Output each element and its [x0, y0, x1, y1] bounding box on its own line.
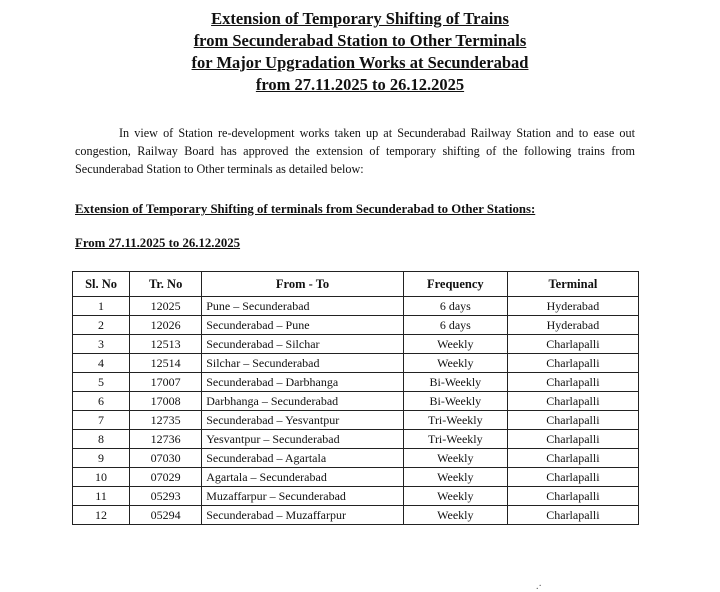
cell-frequency: Weekly — [403, 487, 507, 506]
cell-frequency: Weekly — [403, 506, 507, 525]
table-row — [73, 354, 639, 373]
table-row — [73, 468, 639, 487]
cell-from-to: Muzaffarpur – Secunderabad — [202, 487, 404, 506]
cell-sl-no: 10 — [73, 468, 130, 487]
header-train-no: Tr. No — [130, 272, 202, 297]
cell-terminal: Hyderabad — [507, 316, 638, 335]
cell-frequency: Weekly — [403, 354, 507, 373]
table-row — [73, 335, 639, 354]
cell-train-no: 05294 — [130, 506, 202, 525]
cell-sl-no: 11 — [73, 487, 130, 506]
cell-train-no: 17008 — [130, 392, 202, 411]
table-header-row — [73, 272, 639, 297]
scan-mark: .· — [536, 581, 542, 592]
cell-sl-no: 8 — [73, 430, 130, 449]
table-row — [73, 316, 639, 335]
cell-from-to: Pune – Secunderabad — [202, 297, 404, 316]
header-frequency: Frequency — [403, 272, 507, 297]
cell-frequency: Bi-Weekly — [403, 373, 507, 392]
cell-terminal: Charlapalli — [507, 487, 638, 506]
trains-table — [72, 271, 639, 525]
cell-from-to: Yesvantpur – Secunderabad — [202, 430, 404, 449]
table-row — [73, 506, 639, 525]
cell-terminal: Charlapalli — [507, 335, 638, 354]
cell-from-to: Agartala – Secunderabad — [202, 468, 404, 487]
cell-sl-no: 7 — [73, 411, 130, 430]
cell-from-to: Secunderabad – Muzaffarpur — [202, 506, 404, 525]
cell-sl-no: 12 — [73, 506, 130, 525]
cell-from-to: Secunderabad – Agartala — [202, 449, 404, 468]
title-line: for Major Upgradation Works at Secunderabad — [191, 53, 529, 72]
table-row — [73, 297, 639, 316]
cell-terminal: Charlapalli — [507, 354, 638, 373]
cell-train-no: 07030 — [130, 449, 202, 468]
cell-train-no: 12735 — [130, 411, 202, 430]
cell-frequency: 6 days — [403, 297, 507, 316]
table-row — [73, 449, 639, 468]
cell-sl-no: 4 — [73, 354, 130, 373]
table-row — [73, 487, 639, 506]
cell-terminal: Charlapalli — [507, 411, 638, 430]
title-line: from 27.11.2025 to 26.12.2025 — [255, 75, 465, 94]
cell-frequency: Weekly — [403, 468, 507, 487]
intro-paragraph-text: In view of Station re-development works taken up at Secunderabad Railway Station and to ease out congestion, Railway Board has approved the extension of temporary shifting of the following trains from Secunderabad Station to Other terminals as detailed below: — [75, 126, 635, 176]
cell-sl-no: 1 — [73, 297, 130, 316]
cell-terminal: Charlapalli — [507, 392, 638, 411]
header-sl-no: Sl. No — [73, 272, 130, 297]
cell-sl-no: 3 — [73, 335, 130, 354]
cell-terminal: Charlapalli — [507, 468, 638, 487]
cell-from-to: Darbhanga – Secunderabad — [202, 392, 404, 411]
cell-train-no: 12514 — [130, 354, 202, 373]
cell-from-to: Secunderabad – Darbhanga — [202, 373, 404, 392]
title-line: Extension of Temporary Shifting of Trains — [211, 9, 509, 28]
cell-sl-no: 9 — [73, 449, 130, 468]
title-line: from Secunderabad Station to Other Terminals — [193, 31, 527, 50]
cell-from-to: Secunderabad – Yesvantpur — [202, 411, 404, 430]
cell-from-to: Secunderabad – Silchar — [202, 335, 404, 354]
table-row — [73, 411, 639, 430]
cell-terminal: Charlapalli — [507, 506, 638, 525]
cell-from-to: Silchar – Secunderabad — [202, 354, 404, 373]
table-body — [73, 297, 639, 525]
cell-frequency: Weekly — [403, 335, 507, 354]
cell-terminal: Charlapalli — [507, 449, 638, 468]
table-row — [73, 373, 639, 392]
header-from-to: From - To — [202, 272, 404, 297]
cell-sl-no: 5 — [73, 373, 130, 392]
document-title — [0, 8, 720, 96]
cell-terminal: Charlapalli — [507, 430, 638, 449]
cell-frequency: Weekly — [403, 449, 507, 468]
intro-paragraph — [75, 124, 635, 178]
cell-frequency: Bi-Weekly — [403, 392, 507, 411]
cell-sl-no: 6 — [73, 392, 130, 411]
cell-frequency: Tri-Weekly — [403, 430, 507, 449]
table-row — [73, 430, 639, 449]
cell-train-no: 12026 — [130, 316, 202, 335]
cell-frequency: 6 days — [403, 316, 507, 335]
cell-sl-no: 2 — [73, 316, 130, 335]
cell-frequency: Tri-Weekly — [403, 411, 507, 430]
cell-terminal: Hyderabad — [507, 297, 638, 316]
cell-train-no: 12513 — [130, 335, 202, 354]
cell-from-to: Secunderabad – Pune — [202, 316, 404, 335]
cell-train-no: 12025 — [130, 297, 202, 316]
cell-train-no: 07029 — [130, 468, 202, 487]
cell-train-no: 12736 — [130, 430, 202, 449]
table-row — [73, 392, 639, 411]
cell-train-no: 17007 — [130, 373, 202, 392]
cell-terminal: Charlapalli — [507, 373, 638, 392]
cell-train-no: 05293 — [130, 487, 202, 506]
period-heading: From 27.11.2025 to 26.12.2025 — [75, 236, 241, 250]
section-subheading: Extension of Temporary Shifting of terminals from Secunderabad to Other Stations: — [75, 202, 536, 216]
header-terminal: Terminal — [507, 272, 638, 297]
